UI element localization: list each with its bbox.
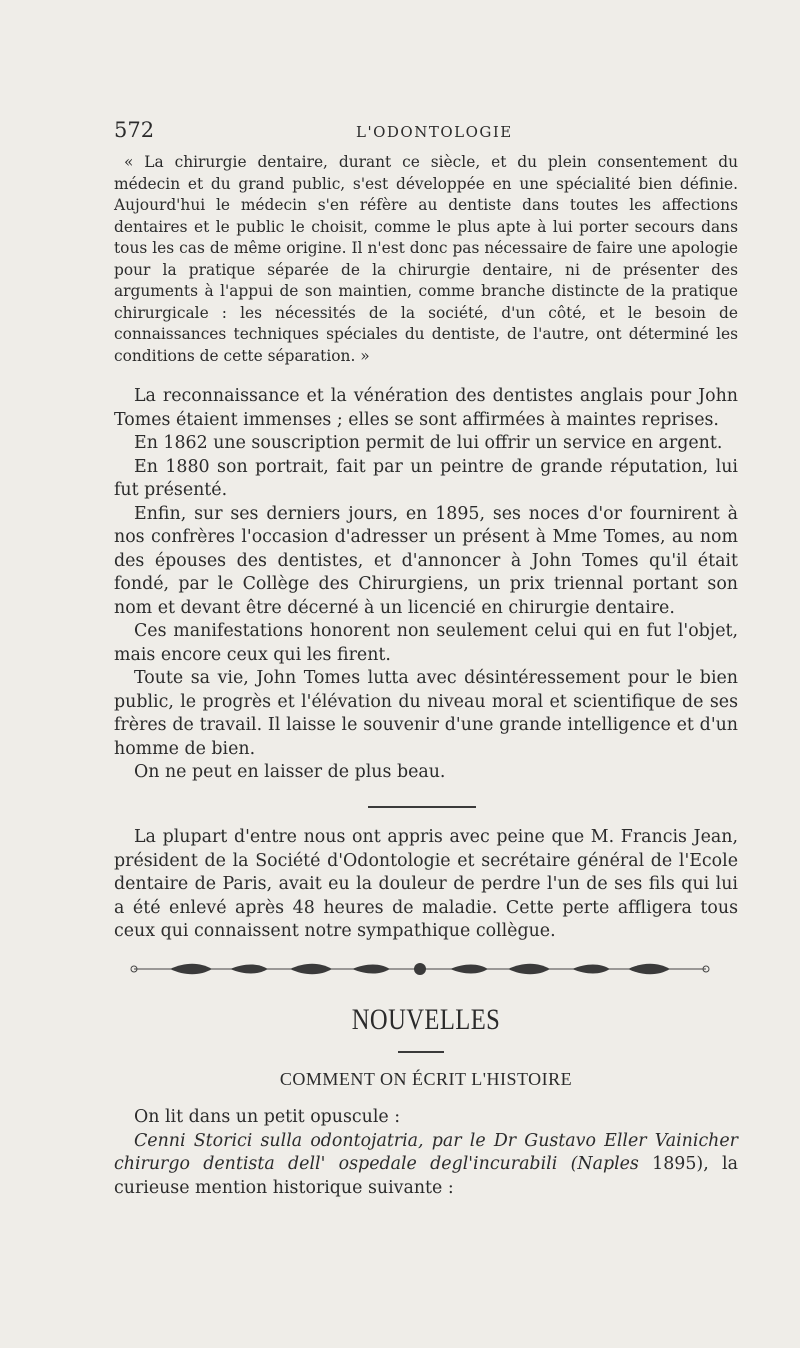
quote-paragraph: « La chirurgie dentaire, durant ce siècle, et du plein consentement du médecin et du grand public, s'est développée en une spécialité bien définie. Aujourd'hui le médecin s'en réfère au dentiste dans toutes les affections dentaires et le public le choisit, comme le plus apte à lui porter secours dans tous les cas de même origine. Il n'est donc pas nécessaire de faire une apologie pour la pratique séparée de la chirurgie dentaire, ni de présenter des arguments à l'appui de son maintien, comme branche distincte de la pratique chirurgicale : les nécessités de la société, d'un côté, et le besoin de connaissances techniques spéciales du dentiste, de l'autre, ont déterminé les conditions de cette séparation. » (114, 153, 738, 365)
body-paragraph: Enfin, sur ses derniers jours, en 1895, ses noces d'or fournirent à nos confrères l'occasion d'adresser un présent à Mme Tomes, au nom des épouses des dentistes, et d'annoncer à John Tomes qu'il était fondé, par le Collège des Chirurgiens, un prix triennal portant son nom et devant être décerné à un licencié en chirurgie dentaire. (114, 503, 738, 618)
page-number: 572 (114, 118, 155, 142)
section-divider (368, 806, 476, 808)
body-paragraph: Ces manifestations honorent non seulement celui qui en fut l'objet, mais encore ceux qui les firent. (114, 621, 738, 665)
body-paragraph: En 1862 une souscription permit de lui offrir un service en argent. (134, 433, 723, 453)
quoted-passage (114, 152, 738, 367)
body-paragraph: En 1880 son portrait, fait par un peintre de grande réputation, lui fut présenté. (114, 456, 738, 500)
body-paragraph: La reconnaissance et la vénération des dentistes anglais pour John Tomes étaient immenses ; elles se sont affirmées à maintes reprises. (114, 386, 738, 430)
body-paragraph: On ne peut en laisser de plus beau. (134, 762, 446, 782)
section-title: NOUVELLES (351, 1003, 501, 1036)
page-header (114, 118, 738, 144)
article-body (114, 385, 738, 785)
citation-paragraph (114, 1130, 738, 1201)
notice-paragraph: La plupart d'entre nous ont appris avec peine que M. Francis Jean, président de la Société d'Odontologie et secrétaire général de l'Ecole dentaire de Paris, avait eu la douleur de perdre l'un de ses fils qui lui a été enlevé après 48 heures de maladie. Cette perte affligera tous ceux qui connaissent notre sympathique collègue. (114, 827, 738, 941)
title-underline (398, 1051, 444, 1053)
notice-block (114, 826, 738, 944)
intro-line: On lit dans un petit opuscule : (134, 1107, 401, 1127)
news-body (114, 1106, 738, 1200)
ornamental-divider (130, 961, 710, 977)
running-title: L'ODONTOLOGIE (356, 123, 513, 141)
body-paragraph: Toute sa vie, John Tomes lutta avec désintéressement pour le bien public, le progrès et l'élévation du niveau moral et scientifique de ses frères de travail. Il laisse le souvenir d'une grande intelligence et d'un homme de bien. (114, 668, 738, 759)
citation-title: Cenni Storici sulla odontojatria, par le Dr Gustavo Eller Vainicher chirurgo dentista dell' ospedale degl'incurabili (Naples (114, 1130, 738, 1174)
article-subtitle: COMMENT ON ÉCRIT L'HISTOIRE (279, 1069, 573, 1089)
citation-tail: 1895), la curieuse mention historique suivante : (114, 1154, 738, 1198)
